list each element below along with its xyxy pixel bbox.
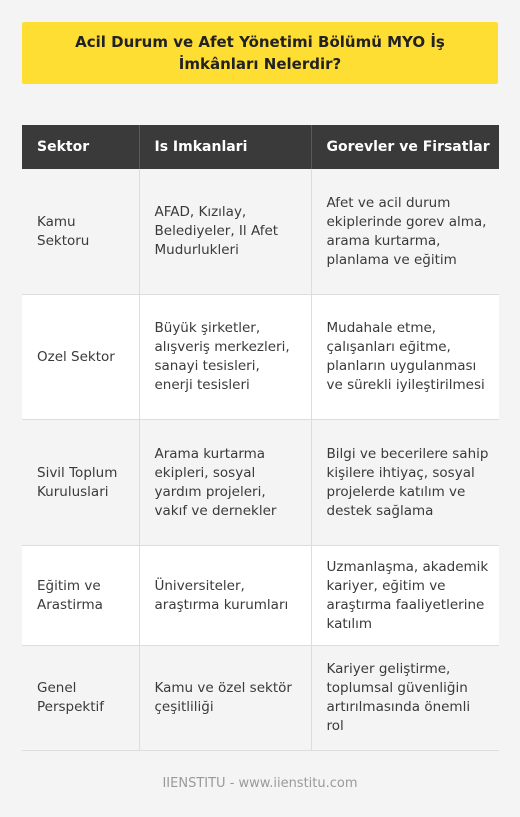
table-row bbox=[22, 169, 499, 295]
table-row bbox=[22, 546, 499, 646]
opportunities-cell: Büyük şirketler, alışveriş merkezleri, sanayi tesisleri, enerji tesisleri bbox=[139, 295, 311, 420]
title-banner bbox=[22, 22, 498, 84]
footer-credit: IIENSTITU - www.iienstitu.com bbox=[162, 776, 358, 791]
duties-cell: Kariyer geliştirme, toplumsal güvenliğin artırılmasında önemli rol bbox=[311, 646, 499, 751]
sector-cell: Genel Perspektif bbox=[22, 646, 139, 751]
career-table bbox=[22, 125, 499, 751]
opportunities-cell: AFAD, Kızılay, Belediyeler, Il Afet Mudurlukleri bbox=[139, 169, 311, 295]
sector-cell: Eğitim ve Arastirma bbox=[22, 546, 139, 646]
opportunities-cell: Arama kurtarma ekipleri, sosyal yardım projeleri, vakıf ve dernekler bbox=[139, 420, 311, 546]
duties-cell: Bilgi ve becerilere sahip kişilere ihtiyaç, sosyal projelerde katılım ve destek sağlama bbox=[311, 420, 499, 546]
table-row bbox=[22, 646, 499, 751]
table-row bbox=[22, 420, 499, 546]
column-header-duties: Gorevler ve Firsatlar bbox=[311, 125, 499, 169]
column-header-opportunities: Is Imkanlari bbox=[139, 125, 311, 169]
sector-cell: Sivil Toplum Kuruluslari bbox=[22, 420, 139, 546]
duties-cell: Mudahale etme, çalışanları eğitme, planların uygulanması ve sürekli iyileştirilmesi bbox=[311, 295, 499, 420]
column-header-sector: Sektor bbox=[22, 125, 139, 169]
duties-cell: Uzmanlaşma, akademik kariyer, eğitim ve araştırma faaliyetlerine katılım bbox=[311, 546, 499, 646]
table-row bbox=[22, 295, 499, 420]
sector-cell: Ozel Sektor bbox=[22, 295, 139, 420]
opportunities-cell: Kamu ve özel sektör çeşitliliği bbox=[139, 646, 311, 751]
opportunities-cell: Üniversiteler, araştırma kurumları bbox=[139, 546, 311, 646]
page-title: Acil Durum ve Afet Yönetimi Bölümü MYO İş İmkânları Nelerdir? bbox=[75, 33, 445, 73]
duties-cell: Afet ve acil durum ekiplerinde gorev alma, arama kurtarma, planlama ve eğitim bbox=[311, 169, 499, 295]
table-header-row bbox=[22, 125, 499, 169]
sector-cell: Kamu Sektoru bbox=[22, 169, 139, 295]
